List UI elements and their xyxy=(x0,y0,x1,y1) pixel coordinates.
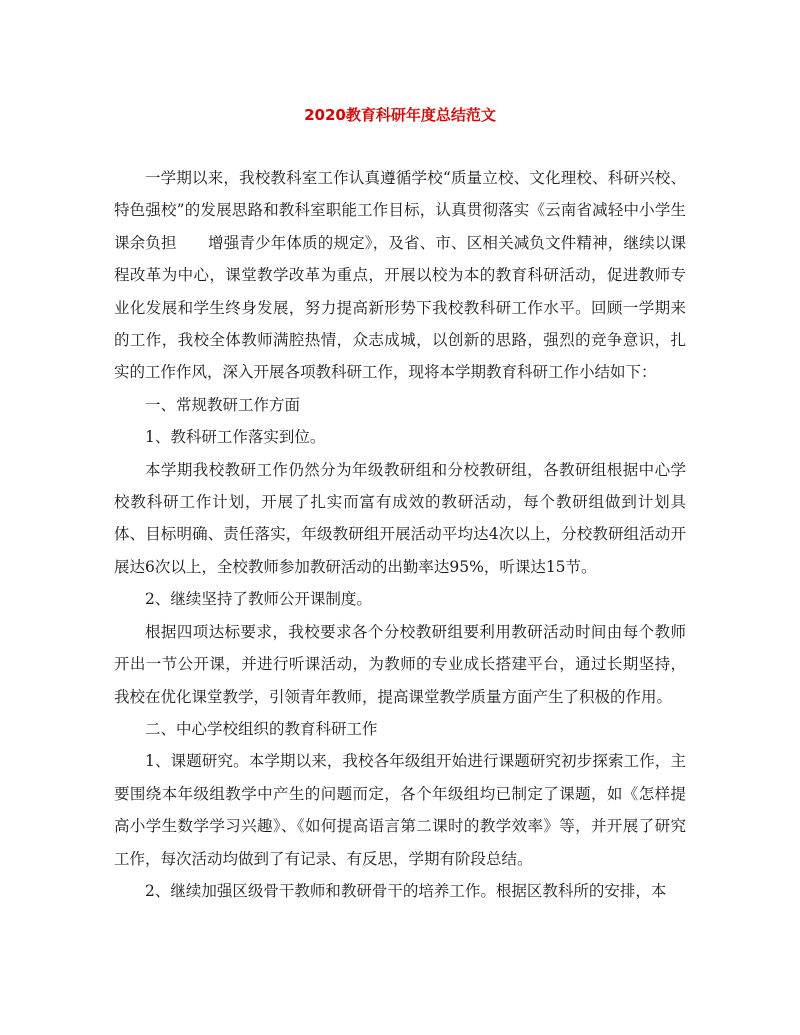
section-heading-routine-research: 一、常规教研工作方面 xyxy=(145,395,301,414)
section-heading-central-school: 二、中心学校组织的教育科研工作 xyxy=(145,719,378,738)
paragraph-intro: 一学期以来，我校教科室工作认真遵循学校“质量立校、文化理校、科研兴校、特色强校”的发展思路和教科室职能工作目标，认真贯彻落实《云南省减轻中小学生课余负担 增强青少年体质的规定》，及省、市、区相关减负文件精神，继续以课程改革为中心，课堂教学改革为重点，开展以校为本的教育科研活动，促进教师专业化发展和学生终身发展，努力提高新形势下我校教科研工作水平。回顾一学期来的工作，我校全体教师满腔热情，众志成城，以创新的思路，强烈的竞争意识，扎实的工作作风，深入开展各项教科研工作，现将本学期教育科研工作小结如下： xyxy=(114,169,686,382)
document-body xyxy=(114,162,686,907)
document-title: 2020教育科研年度总结范文 xyxy=(304,106,496,124)
subheading-open-class: 2、继续坚持了教师公开课制度。 xyxy=(145,590,372,609)
paragraph-open-class: 根据四项达标要求，我校要求各个分校教研组要利用教研活动时间由每个教师开出一节公开课，并进行听课活动，为教师的专业成长搭建平台，通过长期坚持，我校在优化课堂教学，引领青年教师，提高课堂教学质量方面产生了积极的作用。 xyxy=(114,622,686,706)
subheading-implementation: 1、教科研工作落实到位。 xyxy=(145,428,326,447)
paragraph-backbone-teachers: 2、继续加强区级骨干教师和教研骨干的培养工作。根据区教科所的安排，本 xyxy=(145,881,667,900)
paragraph-research-groups: 本学期我校教研工作仍然分为年级教研组和分校教研组，各教研组根据中心学校教科研工作计划，开展了扎实而富有成效的教研活动，每个教研组做到计划具体、目标明确、责任落实，年级教研组开展活动平均达4次以上，分校教研组活动开展达6次以上，全校教师参加教研活动的出勤率达95%，听课达15节。 xyxy=(114,460,686,576)
paragraph-topic-research: 1、课题研究。本学期以来，我校各年级组开始进行课题研究初步探索工作，主要围绕本年级组教学中产生的问题而定，各个年级组均已制定了课题，如《怎样提高小学生数学学习兴趣》、《如何提高语言第二课时的教学效率》等，并开展了研究工作，每次活动均做到了有记录、有反思，学期有阶段总结。 xyxy=(114,752,686,868)
